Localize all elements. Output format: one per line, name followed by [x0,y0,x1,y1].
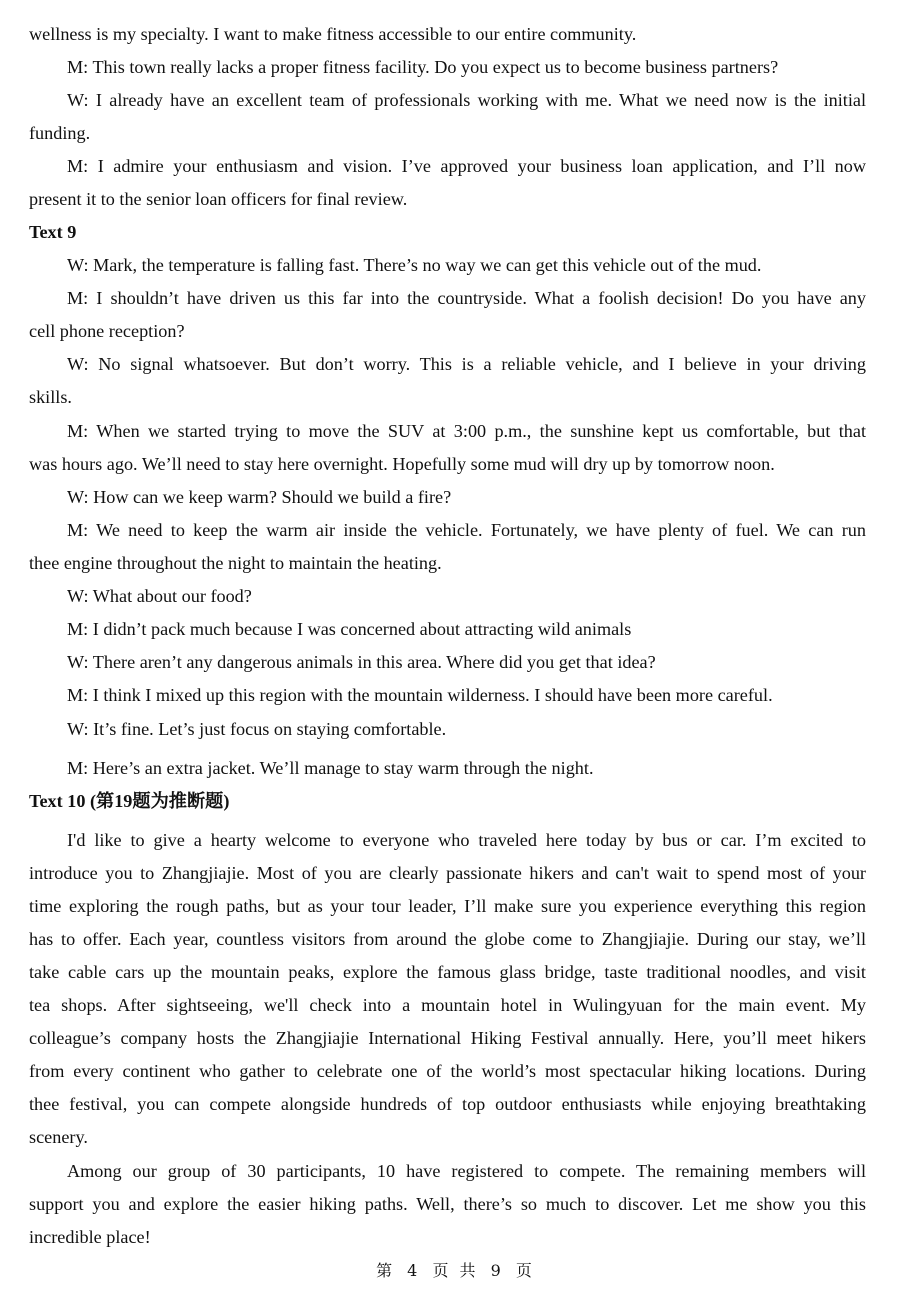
footer-middle: 页 共 [432,1261,479,1280]
text-line: present it to the senior loan officers for final review. [29,189,408,209]
text-line: take cable cars up the mountain peaks, explore the famous glass bridge, taste traditional noodles, and visit [29,962,866,982]
text-line: thee engine throughout the night to maintain the heating. [29,553,442,573]
footer-suffix: 页 [515,1261,535,1280]
text-line: time exploring the rough paths, but as your tour leader, I’ll make sure you experience everything this region [29,896,866,916]
text-line: M: This town really lacks a proper fitness facility. Do you expect us to become business partners? [67,57,779,77]
text-line: tea shops. After sightseeing, we'll check into a mountain hotel in Wulingyuan for the main event. My [29,995,866,1015]
page-footer [0,1261,911,1281]
footer-prefix: 第 [376,1261,396,1280]
text-line: scenery. [29,1127,88,1147]
text-line: I'd like to give a hearty welcome to everyone who traveled here today by bus or car. I’m excited to [67,830,866,850]
section-heading: Text 9 [29,222,77,242]
text-line: W: What about our food? [67,586,252,606]
text-line: M: I admire your enthusiasm and vision. I’ve approved your business loan application, and I’ll now [67,156,866,176]
text-line: introduce you to Zhangjiajie. Most of you are clearly passionate hikers and can't wait to spend most of your [29,863,866,883]
text-line: cell phone reception? [29,321,185,341]
text-line: was hours ago. We’ll need to stay here overnight. Hopefully some mud will dry up by tomorrow noon. [29,454,775,474]
text-line: W: Mark, the temperature is falling fast. There’s no way we can get this vehicle out of the mud. [67,255,762,275]
text-line: colleague’s company hosts the Zhangjiajie International Hiking Festival annually. Here, you’ll meet hikers [29,1028,866,1048]
text-line: has to offer. Each year, countless visitors from around the globe come to Zhangjiajie. During our stay, we’ll [29,929,866,949]
text-line: W: There aren’t any dangerous animals in this area. Where did you get that idea? [67,652,656,672]
text-line: W: It’s fine. Let’s just focus on staying comfortable. [67,719,447,739]
text-line: skills. [29,387,72,407]
text-line: from every continent who gather to celebrate one of the world’s most spectacular hiking locations. During [29,1061,866,1081]
text-line: W: No signal whatsoever. But don’t worry. This is a reliable vehicle, and I believe in your driving [67,354,866,374]
text-line: M: When we started trying to move the SUV at 3:00 p.m., the sunshine kept us comfortable, but that [67,421,866,441]
text-line: wellness is my specialty. I want to make fitness accessible to our entire community. [29,24,637,44]
text-line: W: I already have an excellent team of professionals working with me. What we need now is the initial [67,90,866,110]
text-line: thee festival, you can compete alongside hundreds of top outdoor enthusiasts while enjoying breathtaking [29,1094,866,1114]
section-heading: Text 10 (第19题为推断题) [29,791,230,811]
text-line: M: I think I mixed up this region with the mountain wilderness. I should have been more careful. [67,685,773,705]
text-line: M: I didn’t pack much because I was concerned about attracting wild animals [67,619,632,639]
text-line: M: We need to keep the warm air inside the vehicle. Fortunately, we have plenty of fuel. We can run [67,520,866,540]
total-page-count: 9 [490,1261,504,1280]
text-line: funding. [29,123,91,143]
text-line: incredible place! [29,1227,151,1247]
text-line: M: I shouldn’t have driven us this far into the countryside. What a foolish decision! Do you have any [67,288,866,308]
text-line: Among our group of 30 participants, 10 have registered to compete. The remaining members will [67,1161,866,1181]
text-line: support you and explore the easier hiking paths. Well, there’s so much to discover. Let me show you this [29,1194,866,1214]
current-page-number: 4 [407,1261,421,1280]
text-line: W: How can we keep warm? Should we build a fire? [67,487,452,507]
text-line: M: Here’s an extra jacket. We’ll manage to stay warm through the night. [67,758,594,778]
